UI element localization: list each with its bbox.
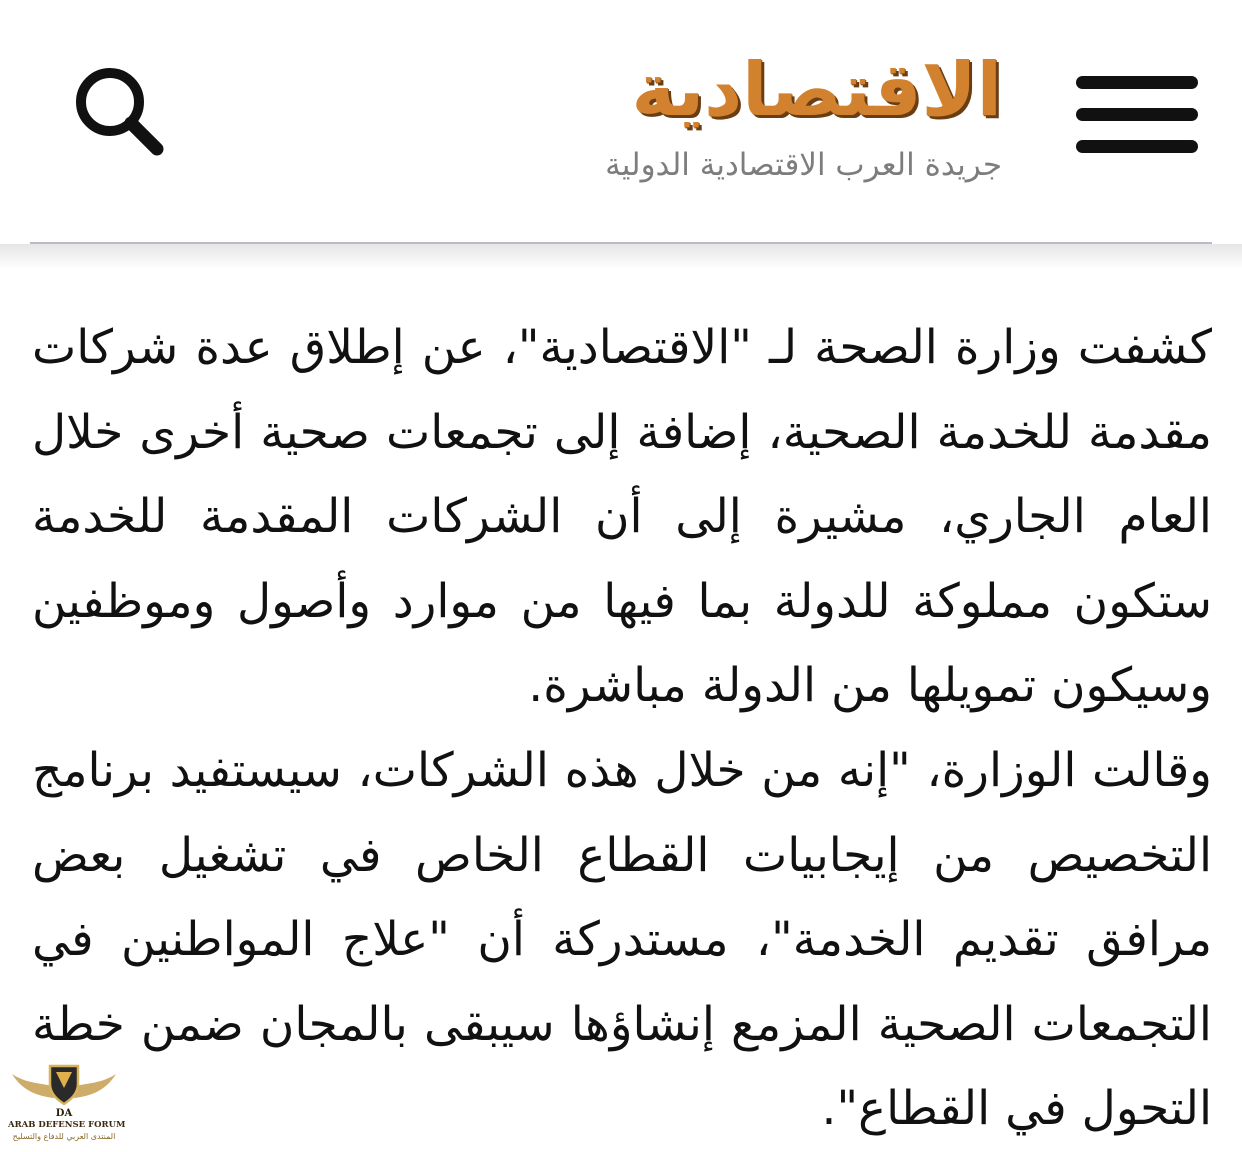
article-paragraph: كشفت وزارة الصحة لـ "الاقتصادية"، عن إطلاق عدة شركات مقدمة للخدمة الصحية، إضافة إلى تجمعات صحية أخرى خلال العام الجاري، مشيرة إلى أن الشركات المقدمة للخدمة ستكون مملوكة للدولة بما فيها من موارد وأصول وموظفين وسيكون تمويلها من الدولة مباشرة. bbox=[32, 320, 1212, 714]
forum-watermark bbox=[8, 1060, 126, 1147]
logo-tagline: جريدة العرب الاقتصادية الدولية bbox=[605, 147, 1002, 183]
logo-name: الاقتصادية bbox=[631, 47, 1002, 133]
hamburger-menu-icon bbox=[1076, 76, 1198, 89]
header-shadow bbox=[0, 244, 1242, 270]
article-paragraph: وقالت الوزارة، "إنه من خلال هذه الشركات، سيستفيد برنامج التخصيص من إيجابيات القطاع الخاص في تشغيل بعض مرافق تقديم الخدمة"، مستدركة أن "علاج المواطنين في التجمعات الصحية المزمع إنشاؤها سيبقى بالمجان ضمن خطة التحول في القطاع". bbox=[32, 742, 1212, 1137]
search-icon bbox=[70, 62, 170, 162]
search-button[interactable] bbox=[70, 62, 170, 162]
menu-button[interactable] bbox=[1076, 76, 1198, 154]
watermark-initials: DA bbox=[55, 1108, 73, 1119]
watermark-subtitle: المنتدى العربي للدفاع والتسليح bbox=[12, 1132, 116, 1141]
eagle-emblem-icon bbox=[8, 1060, 120, 1120]
hamburger-bar bbox=[1076, 108, 1198, 121]
watermark-title: ARAB DEFENSE FORUM bbox=[8, 1120, 126, 1130]
article-body bbox=[32, 306, 1212, 1152]
hamburger-bar bbox=[1076, 140, 1198, 153]
site-header bbox=[0, 0, 1242, 244]
site-logo[interactable] bbox=[580, 40, 1020, 200]
